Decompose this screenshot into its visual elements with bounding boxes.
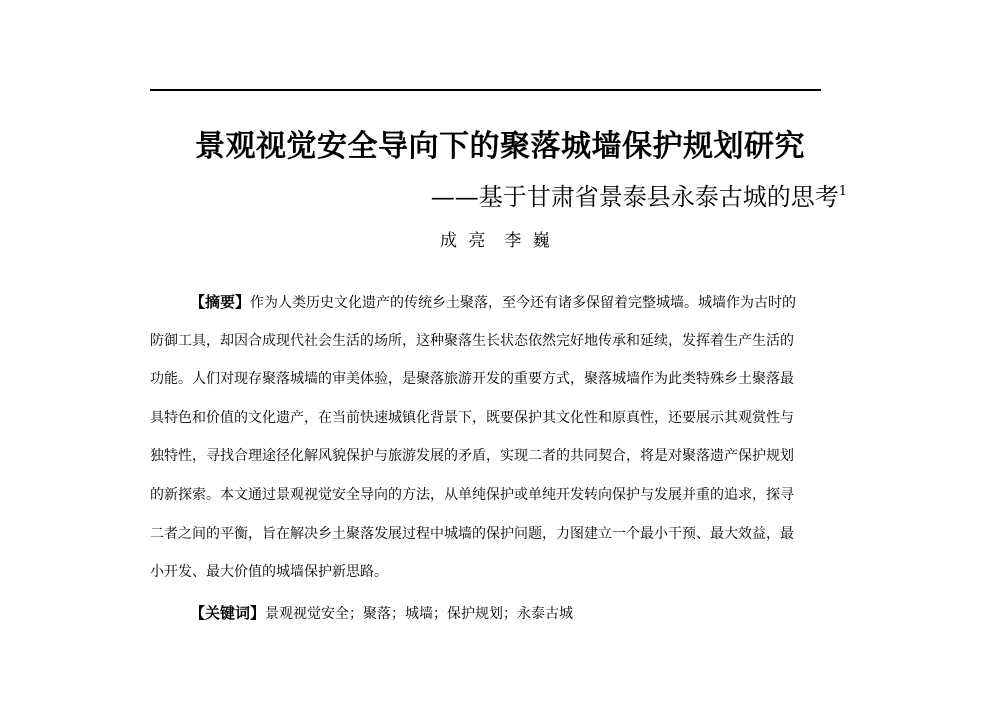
abstract-text: 作为人类历史文化遗产的传统乡土聚落，至今还有诸多保留着完整城墙。城墙作为古时的 — [250, 295, 797, 311]
abstract — [150, 283, 860, 592]
footnote-mark: 1 — [838, 184, 847, 199]
paper-title: 景观视觉安全导向下的聚落城墙保护规划研究 — [195, 129, 805, 164]
author-name: 成 亮 — [440, 231, 489, 251]
authors — [440, 228, 553, 254]
paper-subtitle — [431, 180, 847, 214]
keywords — [190, 599, 573, 628]
abstract-line: 具特色和价值的文化遗产，在当前快速城镇化背景下，既要保护其文化性和原真性，还要展示其观赏性与 — [150, 409, 794, 426]
keywords-label: 【关键词】 — [190, 604, 266, 622]
abstract-line: 防御工具，却因合成现代社会生活的场所，这种聚落生长状态依然完好地传承和延续，发挥着生产生活的 — [150, 332, 794, 349]
abstract-line: 独特性，寻找合理途径化解风貌保护与旅游发展的矛盾，实现二者的共同契合，将是对聚落遗产保护规划 — [150, 448, 794, 465]
header-rule — [150, 89, 821, 91]
abstract-line: 功能。人们对现存聚落城墙的审美体验，是聚落旅游开发的重要方式，聚落城墙作为此类特殊乡土聚落最 — [150, 371, 794, 388]
abstract-line: 的新探索。本文通过景观视觉安全导向的方法，从单纯保护或单纯开发转向保护与发展并重的追求，探寻 — [150, 486, 794, 503]
abstract-line: 小开发、最大价值的城墙保护新思路。 — [150, 564, 388, 581]
abstract-line — [150, 283, 860, 322]
abstract-line: 二者之间的平衡，旨在解决乡土聚落发展过程中城墙的保护问题，力图建立一个最小干预、最大效益，最 — [150, 525, 794, 542]
abstract-label: 【摘要】 — [190, 293, 251, 311]
keywords-text: 景观视觉安全；聚落；城墙；保护规划；永泰古城 — [265, 606, 574, 622]
author-name: 李 巍 — [504, 231, 553, 251]
subtitle-text: ——基于甘肃省景泰县永泰古城的思考 — [430, 183, 839, 211]
